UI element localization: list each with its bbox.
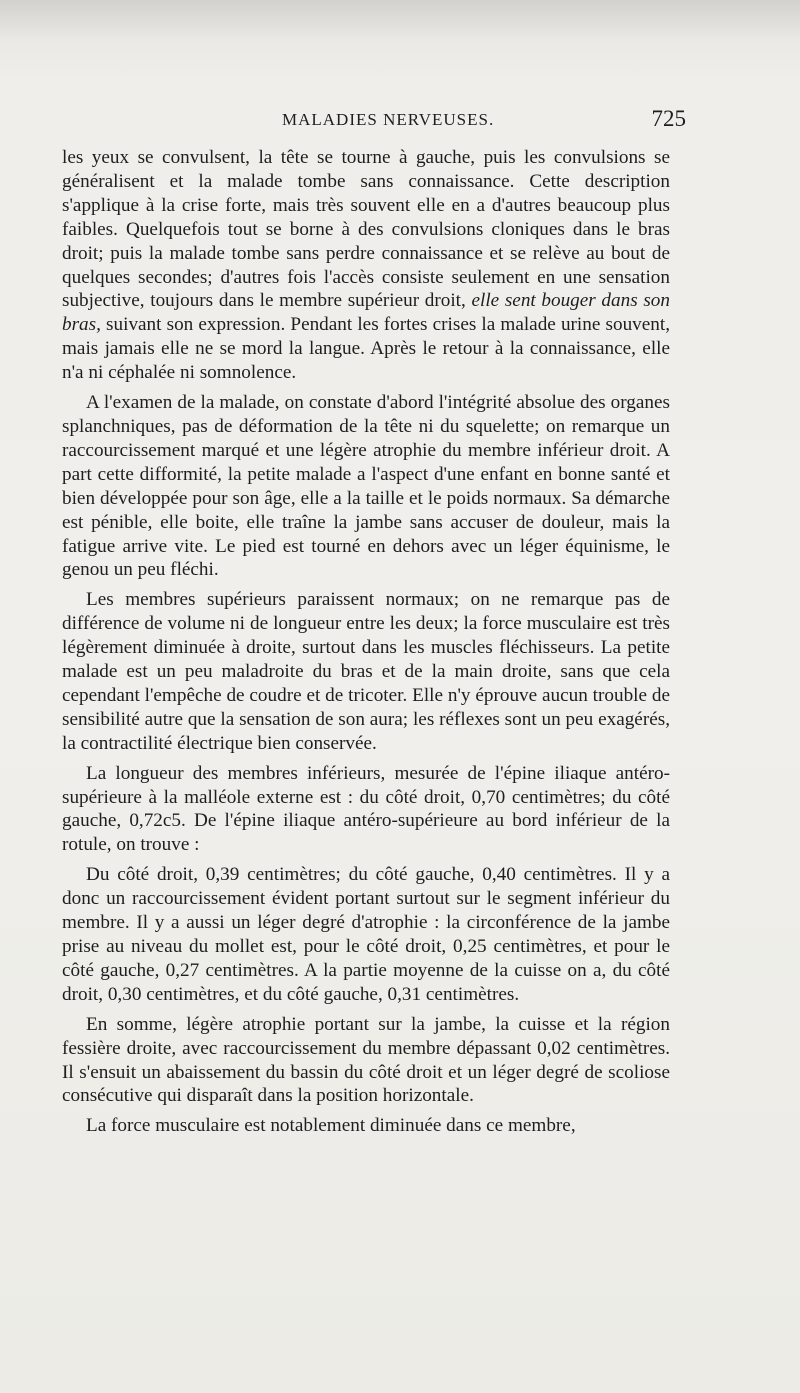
paragraph: Du côté droit, 0,39 centimètres; du côté gauche, 0,40 centimètres. Il y a donc un raccourcissement évident portant surtout sur le segment inférieur du membre. Il y a aussi un léger degré d'atrophie : la circonférence de la jambe prise au niveau du mollet est, pour le côté droit, 0,25 centimètres, et pour le côté gauche, 0,27 centimètres. A la partie moyenne de la cuisse on a, du côté droit, 0,30 centimètres, et du côté gauche, 0,31 centimètres.	[62, 864, 670, 1005]
quoted-expression: elle sent bouger dans son bras,	[62, 290, 670, 336]
paragraph: En somme, légère atrophie portant sur la jambe, la cuisse et la région fessière droite, avec raccourcissement du membre dépassant 0,02 centimètres. Il s'ensuit un abaissement du bassin du côté droit et un léger degré de scoliose consécutive qui disparaît dans la position horizontale.	[62, 1013, 670, 1107]
page-number: 725	[651, 106, 686, 131]
paragraph: Les membres supérieurs paraissent normaux; on ne remarque pas de différence de volume ni de longueur entre les deux; la force musculaire est très légèrement diminuée à droite, surtout dans les muscles fléchisseurs. La petite malade est un peu maladroite du bras et de la main droite, sans que cela cependant l'empêche de coudre et de tricoter. Elle n'y éprouve aucun trouble de sensibilité autre que la sensation de son aura; les réflexes sont un peu exagérés, la contractilité électrique bien conservée.	[62, 589, 670, 754]
paragraph: La longueur des membres inférieurs, mesurée de l'épine iliaque antéro-supérieure à la malléole externe est : du côté droit, 0,70 centimètres; du côté gauche, 0,72c5. De l'épine iliaque antéro-supérieure au bord inférieur de la rotule, on trouve :	[62, 762, 670, 856]
paragraph: La force musculaire est notablement diminuée dans ce membre,	[86, 1115, 576, 1137]
paragraph: A l'examen de la malade, on constate d'abord l'intégrité absolue des organes splanchniques, pas de déformation de la tête ni du squelette; on remarque un raccourcissement marqué et une légère atrophie du membre inférieur droit. A part cette difformité, la petite malade a l'aspect d'une enfant en bonne santé et bien développée pour son âge, elle a la taille et le poids normaux. Sa démarche est pénible, elle boite, elle traîne la jambe sans accuser de douleur, mais la fatigue arrive vite. Le pied est tourné en dehors avec un léger équinisme, le genou un peu fléchi.	[62, 392, 670, 581]
scan-shadow	[0, 0, 800, 40]
paragraph: les yeux se convulsent, la tête se tourne à gauche, puis les convulsions se généralisent et la malade tombe sans connaissance. Cette description s'applique à la crise forte, mais très souvent elle en a d'autres beaucoup plus faibles. Quelquefois tout se borne à des convulsions cloniques dans le bras droit; puis la malade tombe sans perdre connaissance et se relève au bout de quelques secondes; d'autres fois l'accès consiste seulement en une sensation subjective, toujours dans le membre supérieur droit, elle sent bouger dans son bras, suivant son expression. Pendant les fortes crises la malade urine souvent, mais jamais elle ne se mord la langue. Après le retour à la connaissance, elle n'a ni céphalée ni somnolence.	[62, 147, 670, 384]
body-text	[62, 146, 670, 1144]
running-title: MALADIES NERVEUSES.	[282, 110, 495, 129]
page-header	[62, 106, 686, 136]
